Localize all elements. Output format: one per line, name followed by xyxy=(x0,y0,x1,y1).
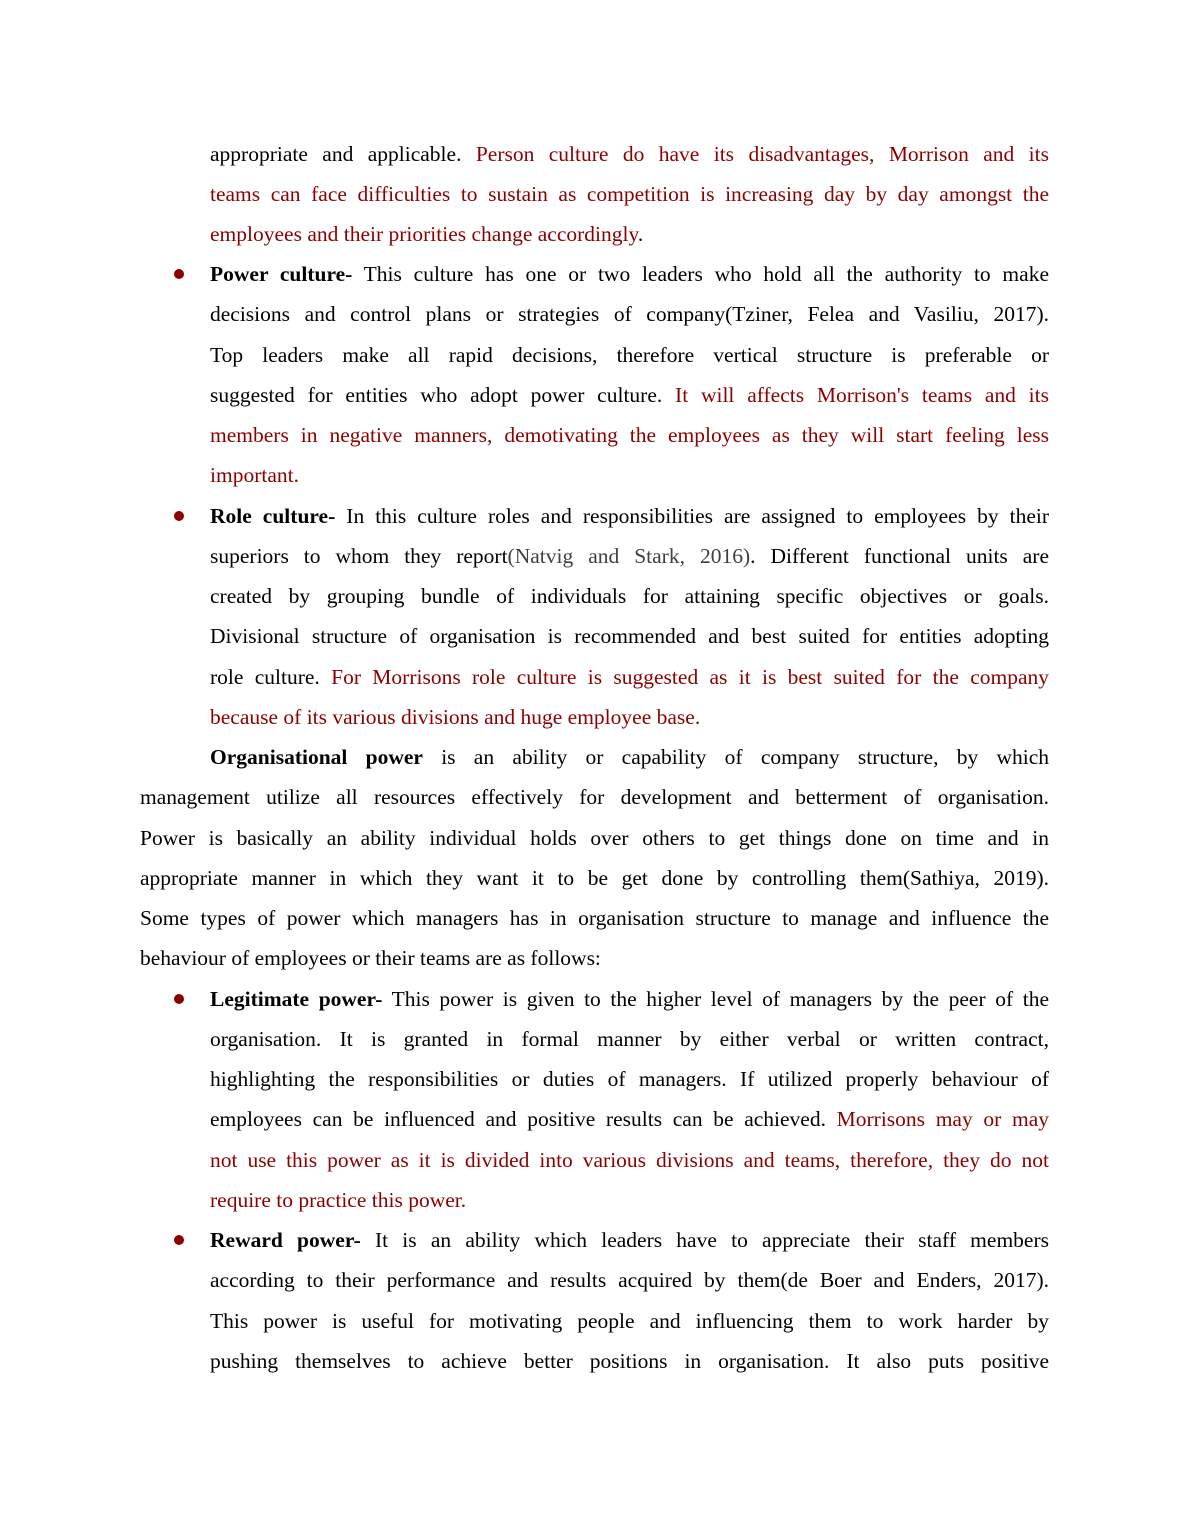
citation: (Natvig and Stark, 2016) xyxy=(507,544,751,568)
legitimate-power-line-4 xyxy=(210,1099,1049,1139)
intro-period: . xyxy=(637,222,644,246)
reward-power-line-1 xyxy=(210,1220,1049,1260)
role-culture-highlight: For Morrisons role culture is suggested as it is best suited for the company xyxy=(331,665,1050,689)
legitimate-power-line-5: not use this power as it is divided into various divisions and teams, therefore, they do not xyxy=(210,1148,1049,1172)
bullet-icon xyxy=(174,269,184,279)
role-culture-text: . Different functional units are xyxy=(750,544,1049,568)
bullet-icon xyxy=(174,511,184,521)
legitimate-power-line-2: organisation. It is granted in formal manner by either verbal or written contract, xyxy=(210,1027,1049,1051)
legitimate-power-text: employees can be influenced and positive results can be achieved. xyxy=(210,1107,837,1131)
reward-power-line-2: according to their performance and results acquired by them(de Boer and Enders, 2017). xyxy=(210,1268,1049,1292)
role-culture-text: role culture. xyxy=(210,665,332,689)
role-culture-line-1 xyxy=(210,496,1049,536)
power-culture-line-3: Top leaders make all rapid decisions, therefore vertical structure is preferable or xyxy=(210,343,1049,367)
power-culture-text: This culture has one or two leaders who hold all the authority to make xyxy=(352,262,1049,286)
legitimate-power-heading: Legitimate power- xyxy=(210,987,383,1011)
org-power-line-1 xyxy=(210,737,1049,777)
reward-power-line-4: pushing themselves to achieve better positions in organisation. It also puts positive xyxy=(210,1349,1049,1373)
power-culture-line-4 xyxy=(210,375,1049,415)
role-culture-line-4: Divisional structure of organisation is recommended and best suited for entities adopting xyxy=(210,624,1049,648)
org-power-line-3: Power is basically an ability individual holds over others to get things done on time and in xyxy=(140,826,1049,850)
role-culture-line-6: because of its various divisions and huge employee base. xyxy=(210,705,701,729)
role-culture-line-3: created by grouping bundle of individuals for attaining specific objectives or goals. xyxy=(210,584,1049,608)
role-culture-line-2 xyxy=(210,536,1049,576)
intro-text: appropriate and applicable. xyxy=(210,142,476,166)
power-culture-heading: Power culture- xyxy=(210,262,353,286)
org-power-text: is an ability or capability of company structure, by which xyxy=(422,745,1050,769)
intro-highlight-end: employees and their priorities change accordingly xyxy=(210,222,638,246)
org-power-line-6: behaviour of employees or their teams are as follows: xyxy=(140,946,601,970)
legitimate-power-text: This power is given to the higher level of managers by the peer of the xyxy=(382,987,1049,1011)
intro-line-1 xyxy=(210,134,1049,174)
bullet-icon xyxy=(174,994,184,1004)
org-power-heading: Organisational power xyxy=(210,745,423,769)
power-culture-highlight: It will affects Morrison's teams and its xyxy=(675,383,1050,407)
intro-line-3 xyxy=(210,214,1049,254)
org-power-line-5: Some types of power which managers has in organisation structure to manage and influence the xyxy=(140,906,1049,930)
reward-power-heading: Reward power- xyxy=(210,1228,361,1252)
legitimate-power-line-6: require to practice this power. xyxy=(210,1188,467,1212)
power-culture-text: suggested for entities who adopt power culture. xyxy=(210,383,676,407)
reward-power-line-3: This power is useful for motivating people and influencing them to work harder by xyxy=(210,1309,1049,1333)
intro-highlight: Person culture do have its disadvantages, Morrison and its xyxy=(475,142,1049,166)
org-power-line-4: appropriate manner in which they want it to be get done by controlling them(Sathiya, 2019). xyxy=(140,866,1049,890)
role-culture-text: In this culture roles and responsibilities are assigned to employees by their xyxy=(335,504,1049,528)
bullet-icon xyxy=(174,1235,184,1245)
role-culture-heading: Role culture- xyxy=(210,504,336,528)
legitimate-power-highlight: Morrisons may or may xyxy=(836,1107,1049,1131)
legitimate-power-line-1 xyxy=(210,979,1049,1019)
legitimate-power-line-3: highlighting the responsibilities or duties of managers. If utilized properly behaviour of xyxy=(210,1067,1049,1091)
power-culture-line-1 xyxy=(210,254,1049,294)
role-culture-line-5 xyxy=(210,657,1049,697)
power-culture-line-6: important. xyxy=(210,463,299,487)
power-culture-line-5: members in negative manners, demotivating the employees as they will start feeling less xyxy=(210,423,1049,447)
reward-power-text: It is an ability which leaders have to appreciate their staff members xyxy=(360,1228,1049,1252)
org-power-line-2: management utilize all resources effectively for development and betterment of organisation. xyxy=(140,785,1049,809)
intro-line-2: teams can face difficulties to sustain as competition is increasing day by day amongst the xyxy=(210,182,1049,206)
role-culture-text: superiors to whom they report xyxy=(210,544,508,568)
power-culture-line-2: decisions and control plans or strategies of company(Tziner, Felea and Vasiliu, 2017). xyxy=(210,302,1049,326)
